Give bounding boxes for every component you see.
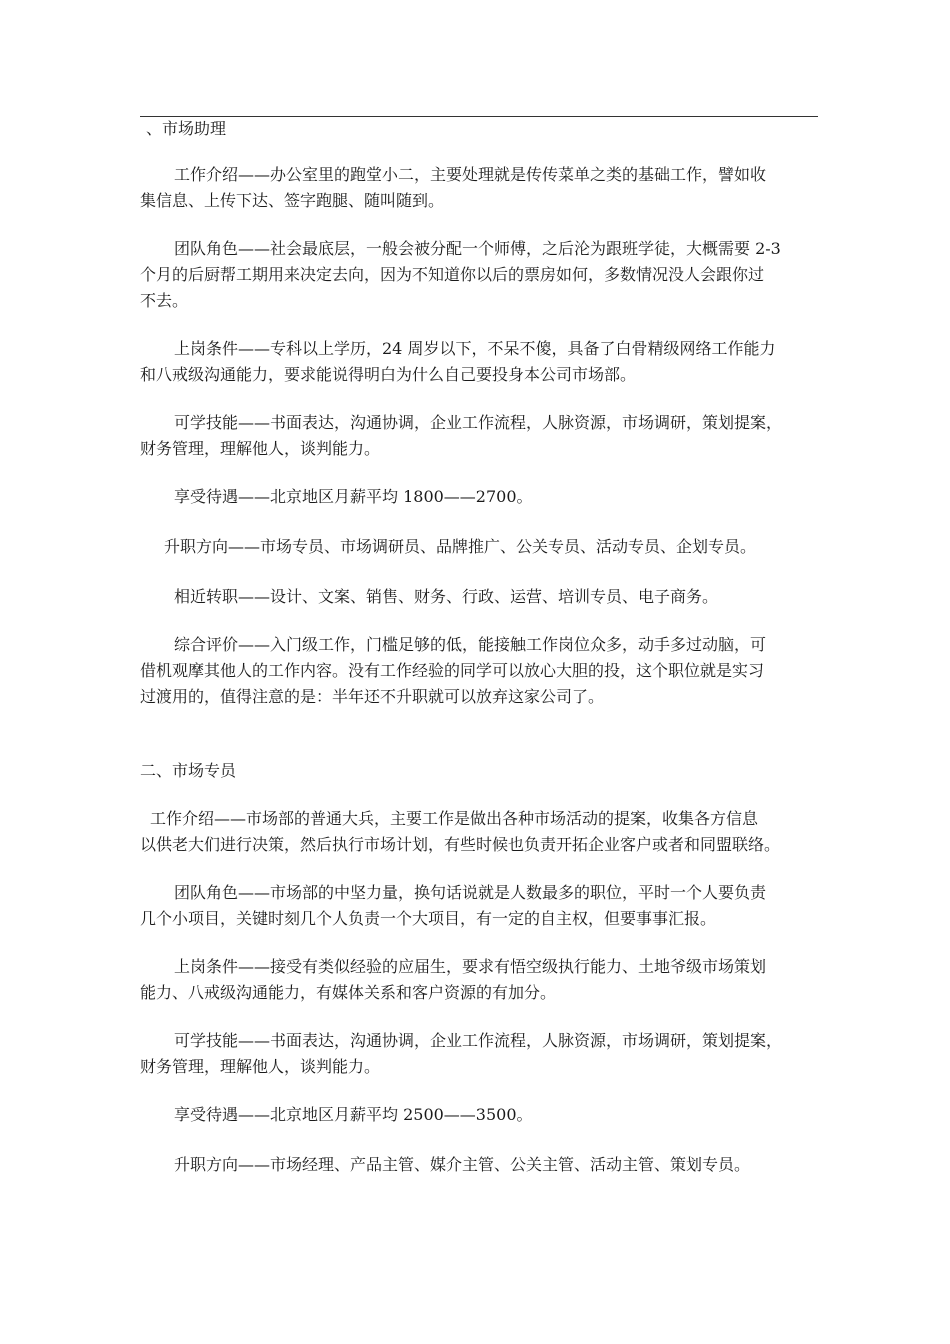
s2-intro-line1: 工作介绍——市场部的普通大兵，主要工作是做出各种市场活动的提案，收集各方信息: [150, 809, 759, 828]
s2-role-line1: 团队角色——市场部的中坚力量，换句话说就是人数最多的职位，平时一个人要负责: [174, 883, 767, 902]
s2-promotion: 升职方向——市场经理、产品主管、媒介主管、公关主管、活动主管、策划专员。: [174, 1155, 751, 1174]
s1-req-line1: 上岗条件——专科以上学历，24 周岁以下，不呆不傻，具备了白骨精级网络工作能力: [174, 339, 776, 358]
s1-skills-line1: 可学技能——书面表达，沟通协调，企业工作流程，人脉资源，市场调研，策划提案，: [174, 413, 783, 432]
s1-eval-line1: 综合评价——入门级工作，门槛足够的低，能接触工作岗位众多，动手多过动脑，可: [174, 635, 767, 654]
section1-heading: 、市场助理: [146, 119, 227, 138]
s1-salary: 享受待遇——北京地区月薪平均 1800——2700。: [174, 487, 533, 506]
s2-intro-line2: 以供老大们进行决策，然后执行市场计划，有些时候也负责开拓企业客户或者和同盟联络。: [140, 835, 781, 854]
s2-skills-line2: 财务管理，理解他人，谈判能力。: [140, 1057, 381, 1076]
s1-skills-line2: 财务管理，理解他人，谈判能力。: [140, 439, 381, 458]
s1-role-line1: 团队角色——社会最底层，一般会被分配一个师傅，之后沦为跟班学徒，大概需要 2-3: [174, 239, 781, 258]
s1-intro-line1: 工作介绍——办公室里的跑堂小二，主要处理就是传传菜单之类的基础工作，譬如收: [174, 165, 767, 184]
s1-intro-line2: 集信息、上传下达、签字跑腿、随叫随到。: [140, 191, 445, 210]
s2-role-line2: 几个小项目，关键时刻几个人负责一个大项目，有一定的自主权，但要事事汇报。: [140, 909, 717, 928]
s2-req-line2: 能力、八戒级沟通能力，有媒体关系和客户资源的有加分。: [140, 983, 557, 1002]
s1-related: 相近转职——设计、文案、销售、财务、行政、运营、培训专员、电子商务。: [174, 587, 719, 606]
s1-role-line2: 个月的后厨帮工期用来决定去向，因为不知道你以后的票房如何，多数情况没人会跟你过: [140, 265, 765, 284]
s1-eval-line3: 过渡用的，值得注意的是：半年还不升职就可以放弃这家公司了。: [140, 687, 605, 706]
s1-eval-line2: 借机观摩其他人的工作内容。没有工作经验的同学可以放心大胆的投，这个职位就是实习: [140, 661, 765, 680]
section2-heading: 二、市场专员: [140, 761, 237, 780]
s2-skills-line1: 可学技能——书面表达，沟通协调，企业工作流程，人脉资源，市场调研，策划提案，: [174, 1031, 783, 1050]
s1-role-line3: 不去。: [140, 291, 189, 310]
s1-promotion: 升职方向——市场专员、市场调研员、品牌推广、公关专员、活动专员、企划专员。: [164, 537, 757, 556]
s2-req-line1: 上岗条件——接受有类似经验的应届生，要求有悟空级执行能力、土地爷级市场策划: [174, 957, 767, 976]
s1-req-line2: 和八戒级沟通能力，要求能说得明白为什么自己要投身本公司市场部。: [140, 365, 637, 384]
s2-salary: 享受待遇——北京地区月薪平均 2500——3500。: [174, 1105, 533, 1124]
